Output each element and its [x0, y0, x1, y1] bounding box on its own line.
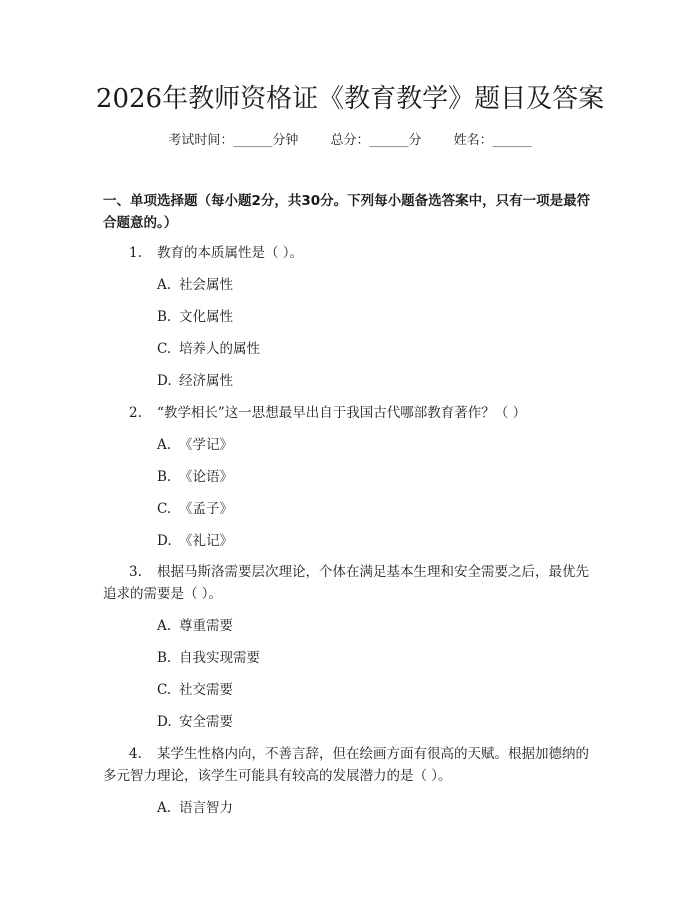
- option-text: 《孟子》: [179, 501, 233, 517]
- question-number: 4.: [129, 746, 142, 762]
- option-letter: A.: [157, 277, 172, 293]
- option-letter: B.: [157, 650, 172, 666]
- option-letter: B.: [157, 469, 172, 485]
- option: [157, 797, 597, 819]
- option-letter: B.: [157, 309, 172, 325]
- question-text: 教育的本质属性是（ ）。: [157, 245, 304, 261]
- option-letter: A.: [157, 618, 172, 634]
- option: [157, 615, 597, 637]
- option-text: 经济属性: [179, 373, 233, 389]
- exam-time-field: 考试时间：______分钟: [168, 133, 299, 148]
- option-text: 社交需要: [179, 682, 233, 698]
- option-text: 《论语》: [179, 469, 233, 485]
- question-text: 某学生性格内向，不善言辞，但在绘画方面有很高的天赋。根据加德纳的多元智力理论，该学生可能具有较高的发展潜力的是（ ）。: [103, 746, 589, 784]
- page-title: 2026年教师资格证《教育教学》题目及答案: [95, 84, 605, 114]
- name-field: 姓名：______: [453, 133, 532, 148]
- total-score-field: 总分：______分: [330, 133, 422, 148]
- exam-meta: [0, 131, 700, 151]
- option: [157, 530, 597, 552]
- option-letter: A.: [157, 800, 172, 816]
- option-letter: C.: [157, 682, 172, 698]
- question-number: 1.: [129, 245, 142, 261]
- question-1: [103, 242, 600, 264]
- section-heading: 一、单项选择题（每小题2分，共30分。下列每小题备选答案中，只有一项是最符合题意的。）: [103, 193, 591, 231]
- option-text: 安全需要: [179, 714, 233, 730]
- option: [157, 434, 597, 456]
- option-text: 文化属性: [179, 309, 233, 325]
- option: [157, 498, 597, 520]
- question-4: [103, 743, 600, 787]
- option-text: 尊重需要: [179, 618, 233, 634]
- option-letter: C.: [157, 501, 172, 517]
- question-text: 根据马斯洛需要层次理论，个体在满足基本生理和安全需要之后，最优先追求的需要是（ ）。: [103, 564, 589, 602]
- question-number: 2.: [129, 405, 142, 421]
- option: [157, 647, 597, 669]
- option-text: 培养人的属性: [179, 341, 260, 357]
- option: [157, 679, 597, 701]
- option-text: 《礼记》: [179, 533, 233, 549]
- option: [157, 274, 597, 296]
- option: [157, 711, 597, 733]
- question-text: “教学相长”这一思想最早出自于我国古代哪部教育著作？（ ）: [157, 405, 527, 421]
- option-letter: D.: [157, 373, 172, 389]
- option-letter: D.: [157, 533, 172, 549]
- option: [157, 370, 597, 392]
- option-letter: C.: [157, 341, 172, 357]
- question-2: [103, 402, 600, 424]
- question-3: [103, 561, 600, 605]
- option-text: 语言智力: [179, 800, 233, 816]
- option-text: 自我实现需要: [179, 650, 260, 666]
- option-letter: D.: [157, 714, 172, 730]
- option-text: 《学记》: [179, 437, 233, 453]
- question-number: 3.: [129, 564, 142, 580]
- option-letter: A.: [157, 437, 172, 453]
- option-text: 社会属性: [179, 277, 233, 293]
- option: [157, 338, 597, 360]
- option: [157, 306, 597, 328]
- option: [157, 466, 597, 488]
